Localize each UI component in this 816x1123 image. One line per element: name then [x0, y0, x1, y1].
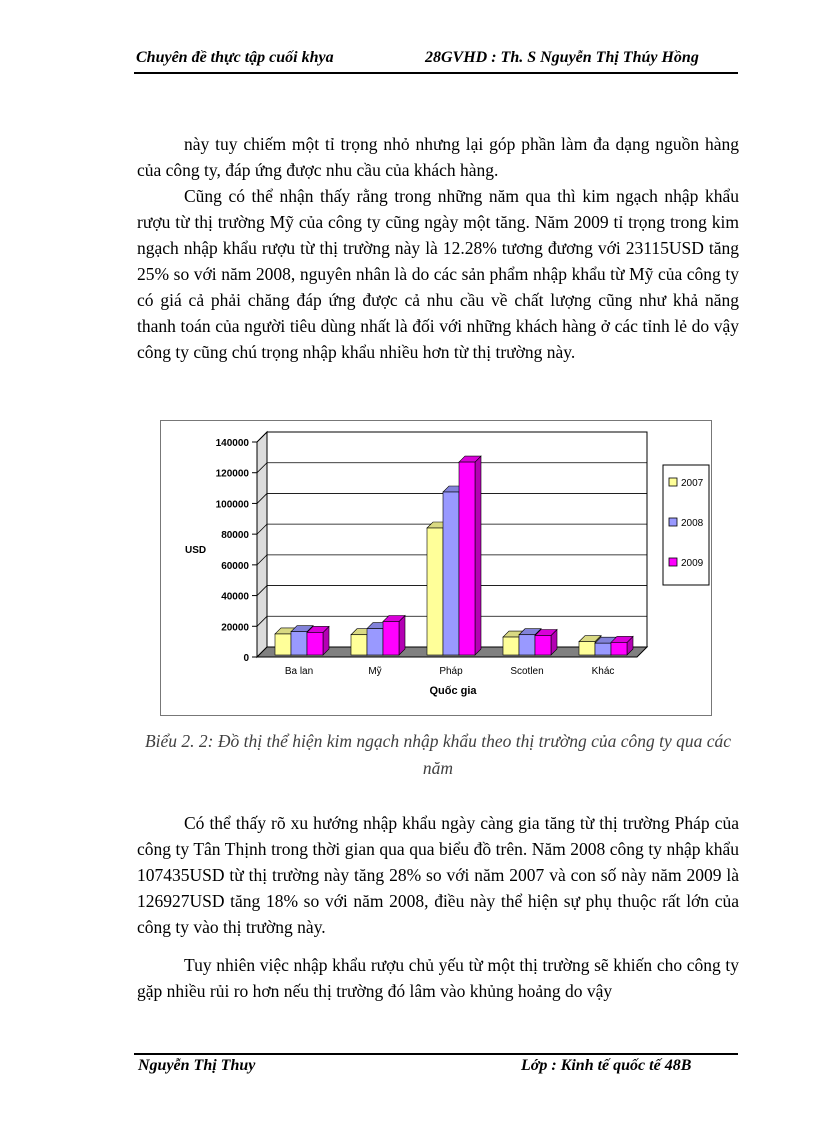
bar: [291, 632, 307, 655]
y-tick-label: 120000: [215, 468, 249, 480]
bar: [443, 492, 459, 655]
header-document-title: Chuyên đề thực tập cuối khya: [136, 49, 334, 66]
legend-swatch: [669, 478, 677, 486]
page-header: [134, 49, 738, 71]
x-tick-label: Ba lan: [284, 666, 314, 677]
y-tick-label: 140000: [215, 438, 249, 449]
y-tick-label: 60000: [221, 560, 249, 572]
bar: [579, 642, 595, 655]
bar: [275, 634, 291, 655]
paragraph-3: Có thể thấy rõ xu hướng nhập khẩu ngày càng gia tăng từ thị trường Pháp của công ty Tân Thịnh trong thời gian qua qua biểu đồ trên. Năm 2008 công ty nhập khẩu 107435USD từ thị trường này tăng 28% so với năm 2007 và con số này năm 2009 là 126927USD tăng 18% so với năm 2008, điều này thể hiện sự phụ thuộc rất lớn của công ty vào thị trường này.: [137, 813, 739, 937]
bar: [351, 635, 367, 655]
bar: [595, 643, 611, 655]
x-tick-label: Scotlen: [510, 666, 544, 677]
x-tick-label: Pháp: [439, 666, 463, 677]
bar-side: [475, 456, 481, 655]
chart-caption: Biểu 2. 2: Đồ thị thể hiện kim ngạch nhập khẩu theo thị trường của công ty qua các năm: [144, 731, 732, 778]
x-tick-label: Mỹ: [368, 666, 382, 677]
legend-label: 2008: [681, 518, 704, 529]
bar: [611, 642, 627, 655]
import-turnover-chart: [161, 421, 713, 717]
bar: [459, 462, 475, 655]
bar: [503, 637, 519, 655]
bar-side: [399, 616, 405, 655]
footer-divider: [134, 1053, 738, 1055]
bar: [535, 636, 551, 656]
page-footer: [134, 1057, 738, 1079]
bar: [519, 635, 535, 655]
chart-frame: [160, 420, 712, 716]
legend-swatch: [669, 558, 677, 566]
y-tick-label: 80000: [221, 530, 249, 542]
y-tick-label: 100000: [215, 499, 249, 511]
bar: [307, 632, 323, 655]
footer-class: Lớp : Kinh tế quốc tế 48B: [521, 1057, 692, 1074]
header-divider: [134, 72, 738, 74]
bar: [367, 629, 383, 655]
y-tick-label: 20000: [221, 622, 249, 634]
paragraph-2: Cũng có thể nhận thấy rằng trong những năm qua thì kim ngạch nhập khẩu rượu từ thị trường Mỹ của công ty cũng ngày một tăng. Năm 2009 tỉ trọng trong kim ngạch nhập khẩu rượu từ thị trường này là 12.28% tương đương với 23115USD tăng 25% so với năm 2008, nguyên nhân là do các sản phẩm nhập khẩu từ Mỹ của công ty có giá cả phải chăng đáp ứng được cả nhu cầu về chất lượng cũng như khả năng thanh toán của người tiêu dùng nhất là đối với những khách hàng ở các tỉnh lẻ do vậy công ty cũng chú trọng nhập khẩu nhiều hơn từ thị trường này.: [137, 186, 739, 362]
legend-label: 2007: [681, 478, 704, 489]
paragraph-1: này tuy chiếm một tỉ trọng nhỏ nhưng lại góp phần làm đa dạng nguồn hàng của công ty, đáp ứng được nhu cầu của khách hàng.: [137, 134, 739, 180]
plot-side-wall: [257, 432, 267, 657]
header-supervisor: 28GVHD : Th. S Nguyễn Thị Thúy Hồng: [425, 49, 699, 66]
x-tick-label: Khác: [591, 666, 615, 677]
y-tick-label: 40000: [221, 591, 249, 603]
bar: [427, 528, 443, 655]
y-tick-label: 0: [243, 653, 249, 664]
y-axis-label: USD: [185, 545, 207, 556]
legend-swatch: [669, 518, 677, 526]
bar: [383, 622, 399, 655]
legend-label: 2009: [681, 558, 704, 569]
footer-author: Nguyễn Thị Thuy: [138, 1057, 256, 1074]
x-axis-label: Quốc gia: [429, 685, 477, 697]
paragraph-4: Tuy nhiên việc nhập khẩu rượu chủ yếu từ một thị trường sẽ khiến cho công ty gặp nhiều rủi ro hơn nếu thị trường đó lâm vào khủng hoảng do vậy: [137, 955, 739, 1001]
